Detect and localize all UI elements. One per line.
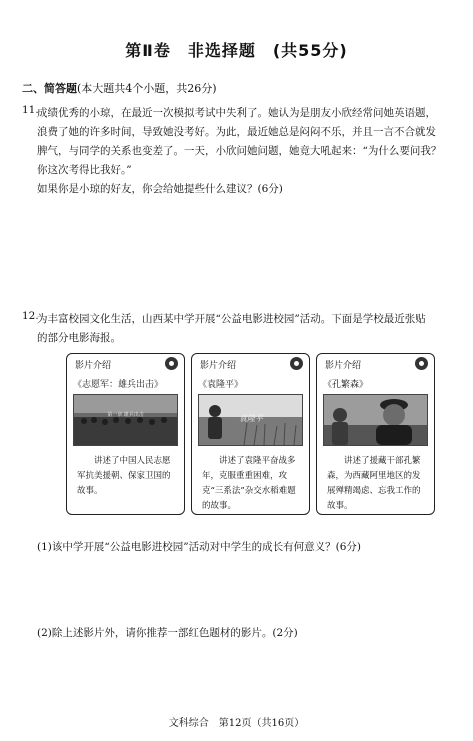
q11-line: 脾气，与同学的关系也变差了。一天，小欣问她问题，她竟大吼起来：“为什么要问我？: [37, 145, 442, 157]
q12-number: 12.: [22, 310, 39, 322]
poster-film-title: 《袁隆平》: [198, 380, 244, 390]
poster-header: 影片介绍: [75, 361, 112, 371]
poster-film-title: 《孔繁森》: [323, 380, 369, 390]
poster-header: 影片介绍: [200, 361, 237, 371]
poster-photo-soldiers: [73, 394, 178, 446]
poster-photo-caption: 第一章 雄兵出击: [107, 412, 144, 418]
page-title: 第Ⅱ卷 非选择题 (共55分): [125, 41, 348, 60]
q12-intro-line: 的部分电影海报。: [37, 332, 121, 344]
q12-sub1: (1)该中学开展“公益电影进校园”活动对中学生的成长有何意义？(6分): [37, 541, 361, 553]
film-reel-icon: [290, 357, 303, 370]
section-label: 二、简答题: [22, 82, 77, 95]
section-note: (本大题共4个小题，共26分): [77, 82, 217, 95]
poster-photo-caption: 袁隆平: [239, 414, 263, 423]
poster-photo-portrait: [323, 394, 428, 446]
q11-number: 11.: [22, 104, 39, 116]
q12-intro: [37, 310, 457, 348]
q11-line: 你这次考得比我好。”: [37, 164, 132, 176]
poster-description: 讲述了援藏干部孔繁森，为西藏阿里地区的发展殚精竭虑、忘我工作的故事。: [327, 456, 421, 511]
poster-description: 讲述了袁隆平奋战多年，克服重重困难，攻克“三系法”杂交水稻难题的故事。: [202, 456, 296, 511]
poster-kong-fansen: [316, 353, 435, 515]
poster-volunteer-army: [66, 353, 185, 515]
film-reel-icon: [165, 357, 178, 370]
film-reel-icon: [415, 357, 428, 370]
q12-intro-line: 为丰富校园文化生活，山西某中学开展“公益电影进校园”活动。下面是学校最近张贴: [37, 313, 426, 325]
q11-text: [37, 104, 457, 180]
poster-description: 讲述了中国人民志愿军抗美援朝、保家卫国的故事。: [77, 456, 171, 496]
section-heading: [22, 80, 217, 96]
poster-header: 影片介绍: [325, 361, 362, 371]
poster-yuan-longping: [191, 353, 310, 515]
q11-prompt: 如果你是小琼的好友，你会给她提些什么建议？(6分): [37, 183, 283, 195]
page-footer: 文科综合 第12页（共16页）: [168, 718, 305, 729]
q12-sub2: (2)除上述影片外，请你推荐一部红色题材的影片。(2分): [37, 627, 298, 639]
poster-photo-rice-field: [198, 394, 303, 446]
q11-line: 浪费了她的许多时间，导致她没考好。为此，最近她总是闷闷不乐，并且一言不合就发: [37, 126, 436, 138]
poster-film-title: 《志愿军：雄兵出击》: [73, 380, 164, 390]
q11-line: 成绩优秀的小琼，在最近一次模拟考试中失利了。她认为是朋友小欣经常问她英语题，: [37, 107, 436, 119]
